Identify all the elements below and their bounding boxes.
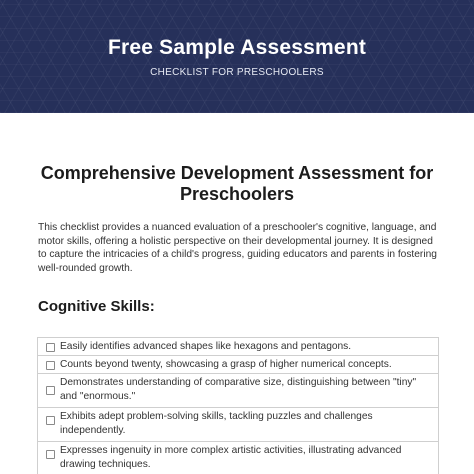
banner-subtitle: CHECKLIST FOR PRESCHOOLERS: [150, 67, 324, 78]
banner-title: Free Sample Assessment: [107, 36, 367, 59]
document-title: Comprehensive Development Assessment for Preschoolers: [40, 163, 434, 204]
checklist-item: [38, 442, 438, 474]
checklist: [37, 337, 439, 474]
checkbox[interactable]: [46, 450, 55, 459]
checklist-item: [38, 356, 438, 374]
checkbox[interactable]: [46, 416, 55, 425]
checkbox[interactable]: [46, 361, 55, 370]
checklist-item-text: Exhibits adept problem-solving skills, tackling puzzles and challenges independently.: [60, 411, 373, 436]
checkbox[interactable]: [46, 386, 55, 395]
checklist-item: [38, 408, 438, 442]
checkbox[interactable]: [46, 343, 55, 352]
checklist-item-text: Counts beyond twenty, showcasing a grasp of higher numerical concepts.: [60, 359, 392, 370]
checklist-item-text: Easily identifies advanced shapes like hexagons and pentagons.: [60, 341, 352, 352]
intro-paragraph: This checklist provides a nuanced evaluation of a preschooler's cognitive, language, and motor skills, offering a holistic perspective on their developmental journey. It is designed to capture the intricacies of a child's progress, guiding educators and parents in fostering well-rounded growth.: [38, 222, 437, 274]
checklist-item-text: Demonstrates understanding of comparative size, distinguishing between "tiny" and "enormous.": [60, 377, 417, 402]
section-heading: Cognitive Skills:: [38, 298, 155, 315]
checklist-item: [38, 374, 438, 408]
checklist-item-text: Expresses ingenuity in more complex artistic activities, illustrating advanced drawing techniques.: [60, 445, 402, 470]
header-banner: [0, 0, 474, 113]
checklist-item: [38, 338, 438, 356]
